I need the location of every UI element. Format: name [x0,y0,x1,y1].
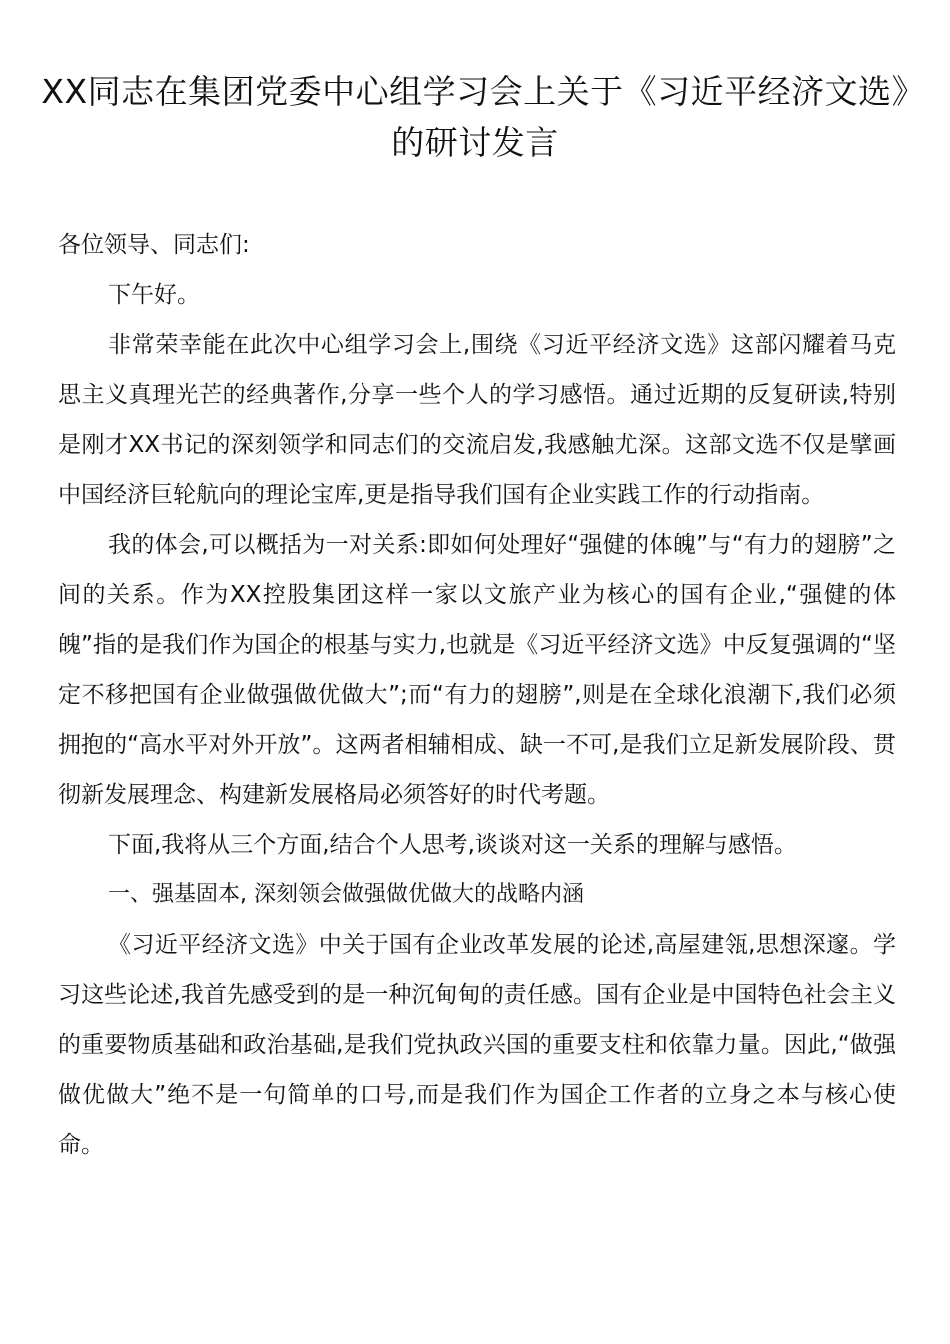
document-body [58,220,896,1170]
section-heading: 一、强基固本, 深刻领会做强做优做大的战略内涵 [108,882,584,907]
paragraph-outline: 下面,我将从三个方面,结合个人思考,谈谈对这一关系的理解与感悟。 [108,832,797,858]
salutation: 各位领导、同志们: [58,232,250,258]
paragraph-relationship: 我的体会,可以概括为一对关系:即如何处理好“强健的体魄”与“有力的翅膀”之间的关系。作为XX控股集团这样一家以文旅产业为核心的国有企业,“强健的体魄”指的是我们作为国企的根基与实力,也就是《习近平经济文选》中反复强调的“坚定不移把国有企业做强做优做大”;而“有力的翅膀”,则是在全球化浪潮下,我们必须拥抱的“高水平对外开放”。这两者相辅相成、缺一不可,是我们立足新发展阶段、贯彻新发展理念、构建新发展格局必须答好的时代考题。 [58,532,896,808]
document-title: XX同志在集团党委中心组学习会上关于《习近平经济文选》的研讨发言 [41,72,909,162]
greeting: 下午好。 [108,282,200,308]
paragraph-section-one: 《习近平经济文选》中关于国有企业改革发展的论述,高屋建瓴,思想深邃。学习这些论述,我首先感受到的是一种沉甸甸的责任感。国有企业是中国特色社会主义的重要物质基础和政治基础,是我们党执政兴国的重要支柱和依靠力量。因此,“做强做优做大”绝不是一句简单的口号,而是我们作为国企工作者的立身之本与核心使命。 [58,932,896,1158]
paragraph-intro: 非常荣幸能在此次中心组学习会上,围绕《习近平经济文选》这部闪耀着马克思主义真理光芒的经典著作,分享一些个人的学习感悟。通过近期的反复研读,特别是刚才XX书记的深刻领学和同志们的交流启发,我感触尤深。这部文选不仅是擘画中国经济巨轮航向的理论宝库,更是指导我们国有企业实践工作的行动指南。 [58,332,896,508]
